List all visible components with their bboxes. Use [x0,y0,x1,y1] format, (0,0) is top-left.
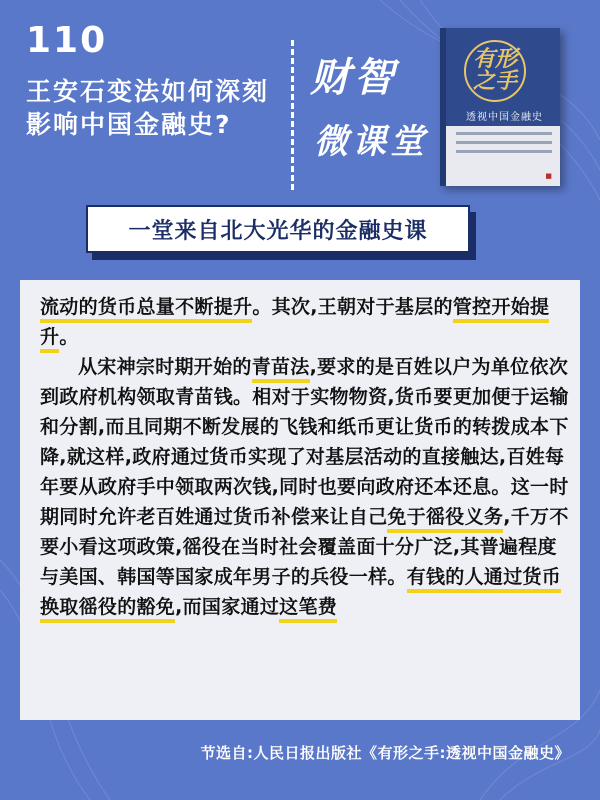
article-text-run: 。 [59,326,79,348]
highlighted-phrase: 管控开始提升 [40,296,549,353]
book-subtitle: 透视中国金融史 [466,112,543,123]
brand-title-line1: 财智 [310,55,398,101]
book-cover-image [440,28,560,186]
book-author-lines [456,132,552,159]
article-text-run: ,千万不要小看这项政策,徭役在当时社会覆盖面十分广泛,其普遍程度与美国、韩国等国家成年男子的兵役一样。 [40,506,569,588]
article-text-run: ,而国家通过 [175,596,280,618]
highlighted-phrase: 有钱的人通过货币换取徭役的豁免 [40,566,561,623]
article-text-run: ,要求的是百姓以户为单位依次到政府机构领取青苗钱。相对于实物物资,货币要更加便于运输和分割,而且同期不断发展的飞钱和纸币更让货币的转拨成本下降,就这样,政府通过货币实现了对基层活动的直接触达,百姓每年要从政府手中领取两次钱,同时也要向政府还本还息。这一时期同时允许老百姓通过货币补偿来让自己 [40,356,569,528]
highlighted-phrase: 青苗法 [252,356,310,383]
article-text-run: 从宋神宗时期开始的 [78,356,252,378]
article-paragraph [40,352,570,622]
article-paragraph [40,292,570,352]
article-text-run: 。其次,王朝对于基层的 [252,296,453,318]
page-title: 王安石变法如何深刻影响中国金融史? [26,77,270,139]
brand-title-line2: 微课堂 [314,122,428,162]
highlighted-phrase: 这笔费 [279,596,337,623]
issue-number: 110 [26,20,108,61]
article-text [40,292,570,622]
dashed-divider [291,40,294,190]
course-banner [86,205,470,253]
highlighted-phrase: 免于徭役义务 [387,506,503,533]
header [0,0,600,200]
highlighted-phrase: 流动的货币总量不断提升 [40,296,252,323]
source-credit: 节选自:人民日报出版社《有形之手:透视中国金融史》 [200,744,570,762]
banner-text: 一堂来自北大光华的金融史课 [128,218,428,244]
book-emblem: 有形之手 [464,40,526,102]
book-publisher-mark: ■ [545,172,552,180]
